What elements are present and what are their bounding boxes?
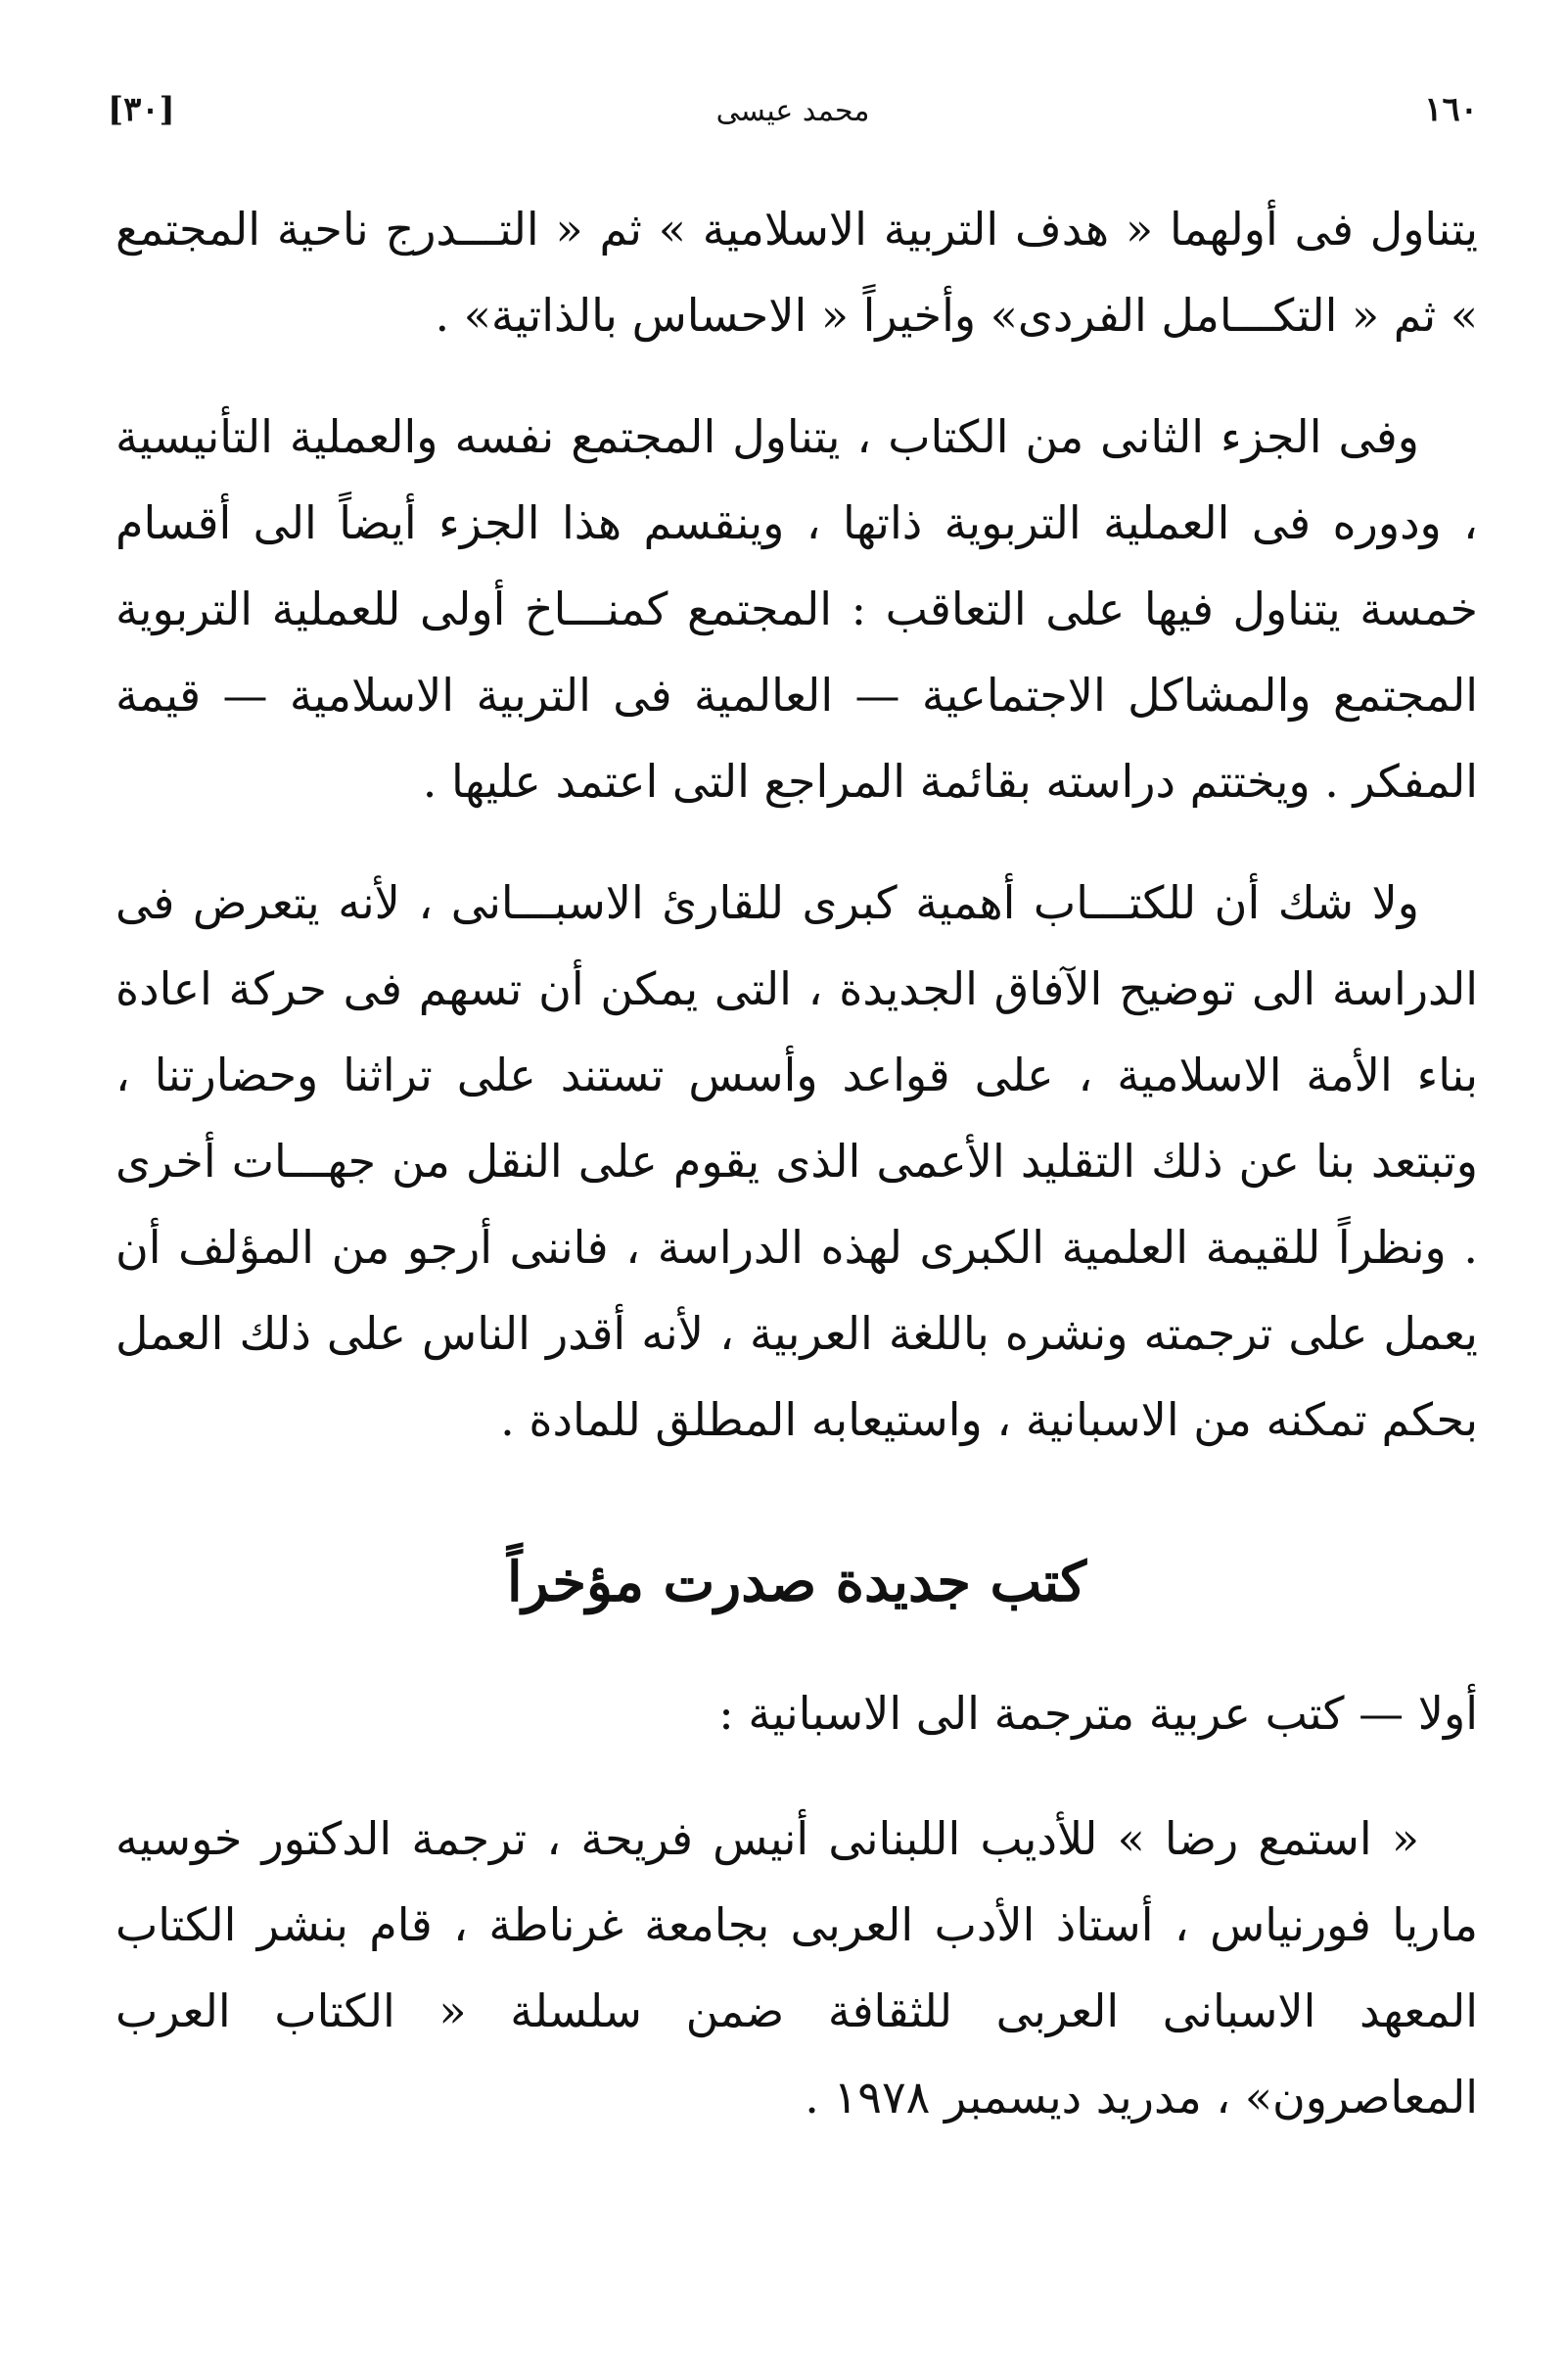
page-body bbox=[115, 186, 1478, 2175]
page-number: ١٦٠ bbox=[1424, 90, 1478, 129]
paragraph-3: ولا شك أن للكتـــاب أهمية كبرى للقارئ الاسبـــانى ، لأنه يتعرض فى الدراسة الى توضيح الآفاق الجديدة ، التى يمكن أن تسهم فى حركة اعادة بناء الأمة الاسلامية ، على قواعد وأسس تستند على تراثنا وحضارتنا ، وتبتعد بنا عن ذلك التقليد الأعمى الذى يقوم على النقل من جهـــات أخرى . ونظراً للقيمة العلمية الكبرى لهذه الدراسة ، فاننى أرجو من المؤلف أن يعمل على ترجمته ونشره باللغة العربية ، لأنه أقدر الناس على ذلك العمل بحكم تمكنه من الاسبانية ، واستيعابه المطلق للمادة . bbox=[115, 876, 1478, 1446]
paragraph-4: « استمع رضا » للأديب اللبنانى أنيس فريحة ، ترجمة الدكتور خوسيه ماريا فورنياس ، أستاذ الأدب العربى بجامعة غرناطة ، قام بنشر الكتاب المعهد الاسبانى العربى للثقافة ضمن سلسلة « الكتاب العرب المعاصرون» ، مدريد ديسمبر ١٩٧٨ . bbox=[115, 1812, 1478, 2123]
section-number: [٣٠] bbox=[108, 90, 175, 129]
subsection-heading: أولا — كتب عربية مترجمة الى الاسبانية : bbox=[718, 1687, 1478, 1740]
paragraph-1: يتناول فى أولهما « هدف التربية الاسلامية » ثم « التـــدرج ناحية المجتمع » ثم « التكـــامل الفردى» وأخيراً « الاحساس بالذاتية» . bbox=[115, 203, 1478, 342]
page-header bbox=[108, 90, 1478, 149]
paragraph-2: وفى الجزء الثانى من الكتاب ، يتناول المجتمع نفسه والعملية التأنيسية ، ودوره فى العملية التربوية ذاتها ، وينقسم هذا الجزء أيضاً الى أقسام خمسة يتناول فيها على التعاقب : المجتمع كمنـــاخ أولى للعملية التربوية المجتمع والمشاكل الاجتماعية — العالمية فى التربية الاسلامية — قيمة المفكر . ويختتم دراسته بقائمة المراجع التى اعتمد عليها . bbox=[115, 410, 1478, 808]
section-heading: كتب جديدة صدرت مؤخراً bbox=[506, 1550, 1087, 1614]
running-head-author: محمد عيسى bbox=[715, 94, 870, 128]
